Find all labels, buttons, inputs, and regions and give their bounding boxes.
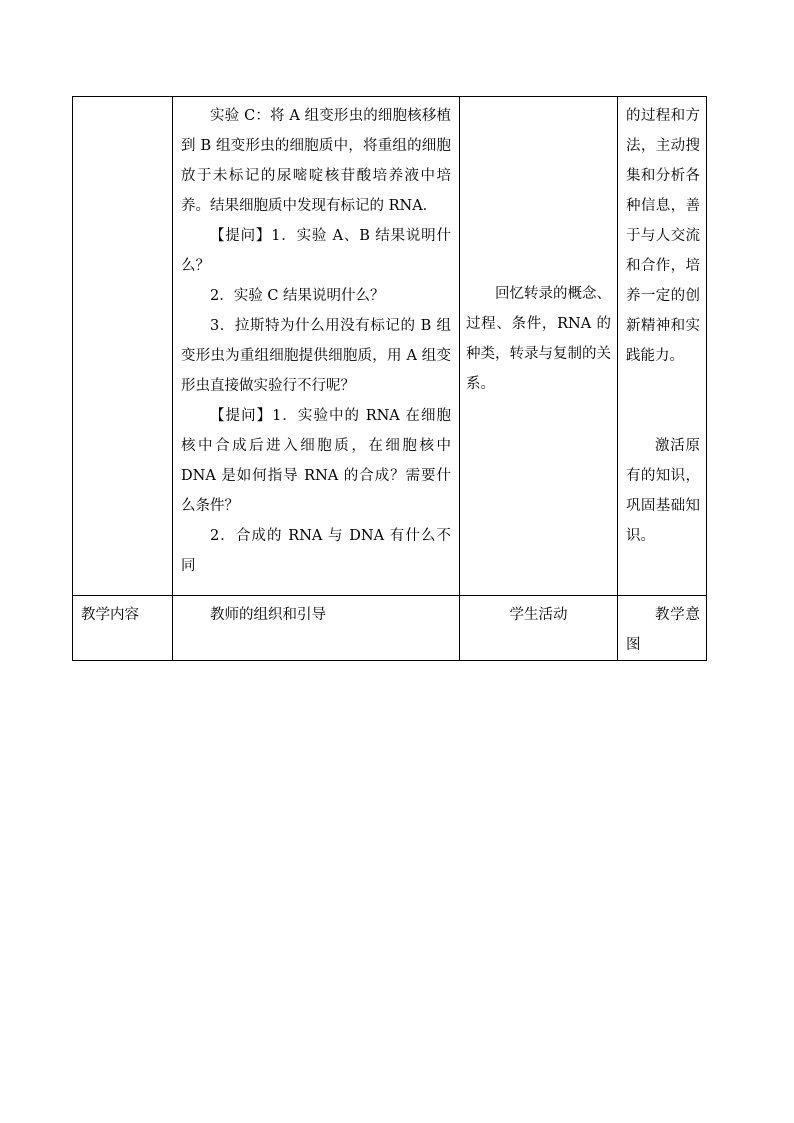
header-label: 学生活动 — [509, 607, 568, 623]
student-activity-cell — [460, 97, 618, 596]
content-cell — [73, 97, 173, 596]
header-label: 教学内容 — [81, 607, 139, 623]
experiment-c-paragraph: 实验 C：将 A 组变形虫的细胞核移植到 B 组变形虫的细胞质中，将重组的细胞放于未标记的尿嘧啶核苷酸培养液中培养。结果细胞质中发现有标记的 RNA． — [181, 108, 451, 214]
header-content-cell — [73, 596, 173, 661]
question-paragraph: 2．合成的 RNA 与 DNA 有什么不同 — [181, 528, 451, 574]
teacher-guidance-cell — [173, 97, 460, 596]
question-paragraph: 【提问】1．实验中的 RNA 在细胞核中合成后进入细胞质，在细胞核中 DNA 是如何指导 RNA 的合成？需要什么条件？ — [181, 408, 451, 514]
table-row — [73, 97, 707, 596]
header-student-cell — [460, 596, 618, 661]
question-paragraph: 【提问】1．实验 A、B 结果说明什么？ — [181, 228, 451, 274]
header-teacher-cell — [173, 596, 460, 661]
lesson-plan-table — [72, 96, 707, 661]
header-label: 教学意图 — [626, 607, 700, 653]
teaching-intent-text: 的过程和方法，主动搜集和分析各种信息，善于与人交流和合作，培养一定的创新精神和实践能力。 — [626, 108, 700, 364]
teaching-intent-text: 激活原有的知识，巩固基础知识。 — [626, 438, 700, 544]
table-row — [73, 596, 707, 661]
header-intent-cell — [618, 596, 707, 661]
content-cell-text — [73, 97, 172, 101]
question-paragraph: 3．拉斯特为什么用没有标记的 B 组变形虫为重组细胞提供细胞质，用 A 组变形虫直接做实验行不行呢？ — [181, 318, 451, 394]
teaching-intent-cell — [618, 97, 707, 596]
student-activity-text: 回忆转录的概念、过程、条件，RNA 的种类，转录与复制的关系。 — [466, 286, 611, 392]
question-paragraph: 2．实验 C 结果说明什么？ — [210, 288, 385, 304]
header-label: 教师的组织和引导 — [210, 607, 326, 623]
